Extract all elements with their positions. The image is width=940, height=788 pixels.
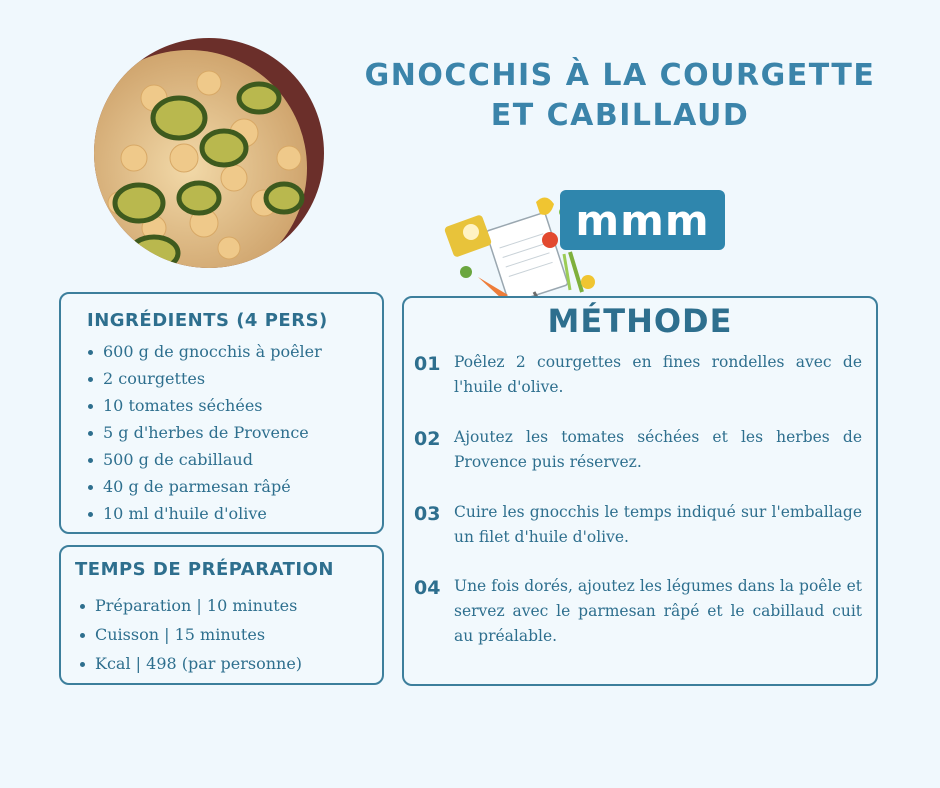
gnocchi-dish-image (94, 38, 324, 268)
recipe-title (350, 56, 890, 136)
step-number: 03 (414, 503, 441, 525)
list-item: 500 g de cabillaud (85, 446, 322, 473)
method-step (414, 574, 862, 649)
step-text: Cuire les gnocchis le temps indiqué sur l'emballage un filet d'huile d'olive. (454, 503, 862, 546)
brand-logo-text: mmm (575, 195, 710, 245)
prep-time-list (77, 591, 302, 678)
list-item: 600 g de gnocchis à poêler (85, 338, 322, 365)
list-item: 40 g de parmesan râpé (85, 473, 322, 500)
step-text: Une fois dorés, ajoutez les légumes dans la poêle et servez avec le parmesan râpé et le cabillaud cuit au préalable. (454, 577, 862, 645)
method-step (414, 500, 862, 550)
ingredients-list (85, 338, 322, 527)
list-item: 5 g d'herbes de Provence (85, 419, 322, 446)
recipe-photo (94, 38, 324, 268)
list-item: 10 tomates séchées (85, 392, 322, 419)
step-number: 01 (414, 353, 441, 375)
list-item: 2 courgettes (85, 365, 322, 392)
step-text: Poêlez 2 courgettes en fines rondelles avec de l'huile d'olive. (454, 353, 862, 396)
brand-logo (560, 190, 725, 250)
recipe-title-line1: GNOCCHIS À LA COURGETTE (364, 58, 876, 93)
method-step (414, 350, 862, 400)
ingredients-card (59, 292, 384, 534)
recipe-title-line2: ET CABILLAUD (490, 98, 750, 133)
method-title: MÉTHODE (547, 302, 733, 340)
list-item: Kcal | 498 (par personne) (77, 649, 302, 678)
ingredients-title: INGRÉDIENTS (4 PERS) (87, 310, 328, 331)
method-card (402, 296, 878, 686)
list-item: Cuisson | 15 minutes (77, 620, 302, 649)
step-number: 04 (414, 577, 441, 599)
list-item: 10 ml d'huile d'olive (85, 500, 322, 527)
prep-time-card (59, 545, 384, 685)
method-step (414, 425, 862, 475)
list-item: Préparation | 10 minutes (77, 591, 302, 620)
prep-time-title: TEMPS DE PRÉPARATION (75, 559, 334, 580)
step-number: 02 (414, 428, 441, 450)
step-text: Ajoutez les tomates séchées et les herbes de Provence puis réservez. (454, 428, 862, 471)
